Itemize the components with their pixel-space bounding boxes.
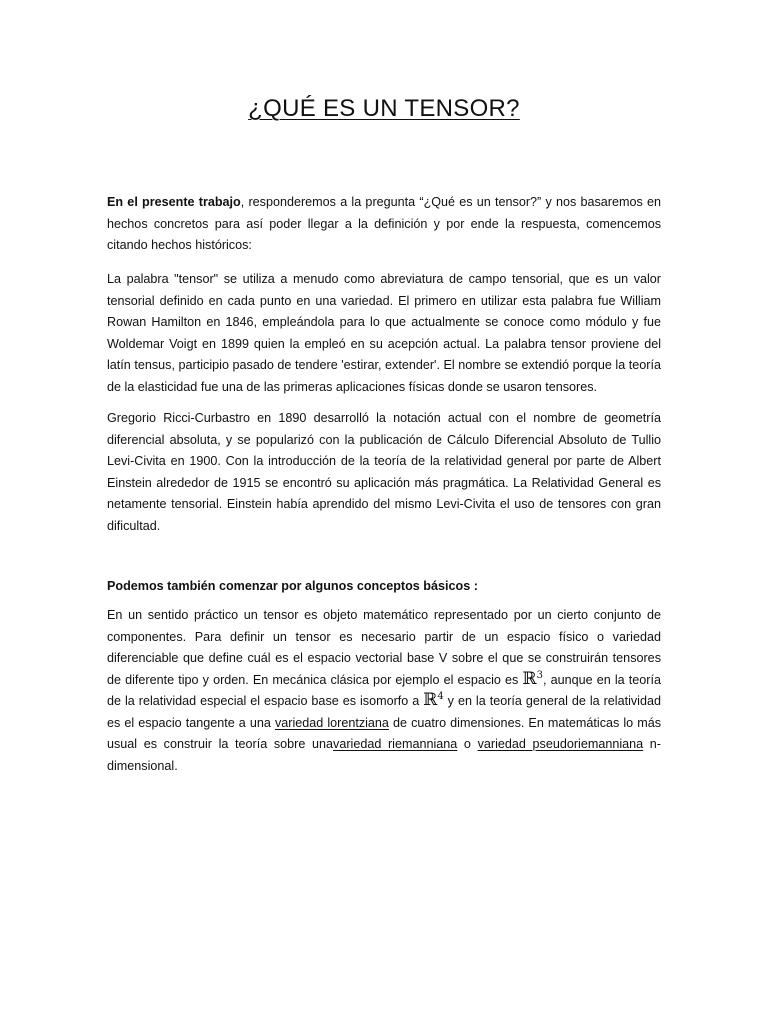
math-r4-exponent: 4 <box>437 691 444 702</box>
concepts-part-1: En un sentido práctico un tensor es objeto matemático representado por un cierto conjunto de componentes. Para definir un tensor es necesario partir de un espacio físico o variedad diferenciable que define cuál es el espacio vectorial base V sobre el que se construirán tensores de diferente tipo y orden. En mecánica clásica por ejemplo el espacio es <box>107 608 661 687</box>
history-paragraph-2 <box>107 408 661 537</box>
math-r3 <box>522 669 543 689</box>
link-variedad-riemanniana[interactable]: variedad riemanniana <box>333 737 458 751</box>
history-text-2: Gregorio Ricci-Curbastro en 1890 desarrolló la notación actual con el nombre de geometría diferencial absoluta, y se popularizó con la publicación de Cálculo Diferencial Absoluto de Tullio Levi-Civita en 1900. Con la introducción de la teoría de la relatividad general por parte de Albert Einstein alrededor de 1915 se encontró su aplicación más pragmática. La Relatividad General es netamente tensorial. Einstein había aprendido del mismo Levi-Civita el uso de tensores con gran dificultad. <box>107 411 661 533</box>
link-variedad-lorentziana[interactable]: variedad lorentziana <box>274 715 389 730</box>
link-variedad-pseudoriemanniana[interactable]: variedad pseudoriemanniana <box>477 737 644 751</box>
math-r4 <box>423 690 444 710</box>
concepts-heading <box>107 576 661 598</box>
math-r4-base: ℝ <box>423 690 438 710</box>
page-title: ¿QUÉ ES UN TENSOR? <box>248 95 520 122</box>
concepts-part-5: o <box>457 737 478 751</box>
intro-rest: , responderemos a la pregunta “¿Qué es un tensor?” y nos basaremos en hechos concretos para así poder llegar a la definición y por ende la respuesta, comencemos citando hechos históricos: <box>107 195 662 252</box>
intro-paragraph <box>107 192 661 257</box>
history-text-1: La palabra "tensor" se utiliza a menudo como abreviatura de campo tensorial, que es un valor tensorial definido en cada punto en una variedad. El primero en utilizar esta palabra fue William Rowan Hamilton en 1846, empleándola para lo que actualmente se conoce como módulo y fue Woldemar Voigt en 1899 quien la empleó en su acepción actual. La palabra tensor proviene del latín tensus, participio pasado de tendere 'estirar, extender'. El nombre se extendió porque la teoría de la elasticidad fue una de las primeras aplicaciones físicas donde se usaron tensores. <box>107 272 661 394</box>
math-r3-base: ℝ <box>522 668 537 689</box>
history-paragraph-1 <box>107 269 661 398</box>
math-r3-exponent: 3 <box>536 669 543 681</box>
concepts-heading-text: Podemos también comenzar por algunos conceptos básicos : <box>107 579 478 593</box>
concepts-part-2: , aunque en la teoría de la relatividad especial el espacio base es isomorfo a <box>107 672 661 708</box>
concepts-text <box>107 605 661 777</box>
concepts-paragraph <box>107 605 661 777</box>
intro-lead: En el presente trabajo <box>107 195 241 209</box>
concepts-part-6: n-dimensional. <box>107 737 661 773</box>
concepts-part-4: de cuatro dimensiones. En matemáticas lo más usual es construir la teoría sobre una <box>107 715 662 751</box>
intro-text <box>107 192 661 257</box>
concepts-part-3: y en la teoría general de la relatividad es el espacio tangente a una <box>107 694 661 730</box>
